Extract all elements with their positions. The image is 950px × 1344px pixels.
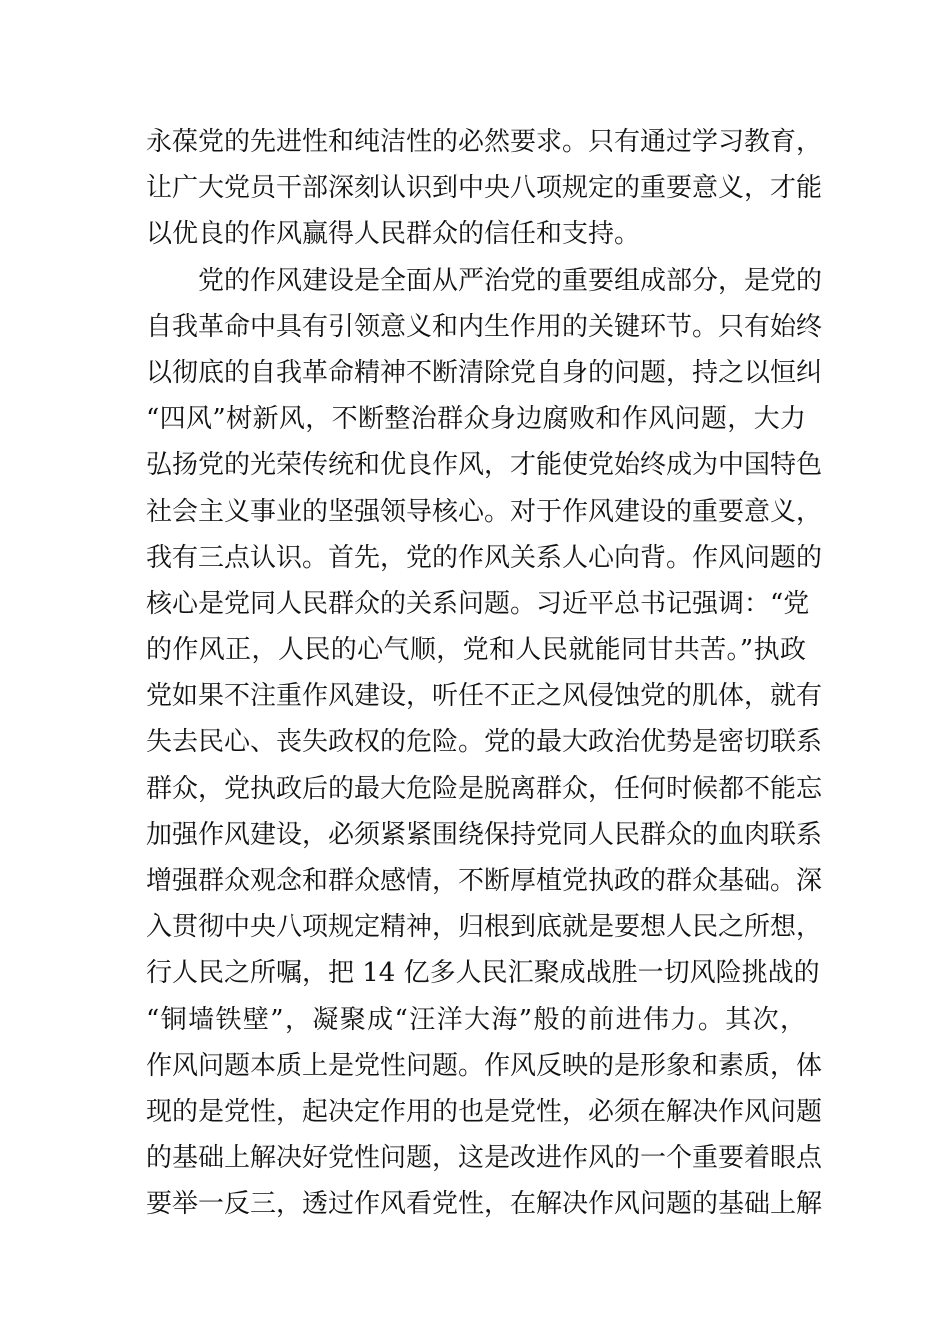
text-line: 加强作风建设，必须紧紧围绕保持党同人民群众的血肉联系 bbox=[146, 819, 823, 850]
text-line: 入贯彻中央八项规定精神，归根到底就是要想人民之所想， bbox=[146, 912, 823, 943]
text-line: 要举一反三，透过作风看党性，在解决作风问题的基础上解 bbox=[146, 1189, 823, 1220]
text-line: 行人民之所嘱，把 14 亿多人民汇聚成战胜一切风险挑战的 bbox=[146, 958, 820, 989]
text-line: 社会主义事业的坚强领导核心。对于作风建设的重要意义， bbox=[146, 496, 823, 527]
text-line: 我有三点认识。首先，党的作风关系人心向背。作风问题的 bbox=[146, 542, 823, 573]
text-line: 的基础上解决好党性问题，这是改进作风的一个重要着眼点 bbox=[146, 1143, 823, 1174]
text-line: 的作风正，人民的心气顺，党和人民就能同甘共苦。”执政 bbox=[146, 635, 806, 666]
text-line: 失去民心、丧失政权的危险。党的最大政治优势是密切联系 bbox=[146, 727, 823, 758]
text-line: 永葆党的先进性和纯洁性的必然要求。只有通过学习教育， bbox=[146, 127, 823, 157]
body-text bbox=[146, 119, 823, 1228]
text-line: 以优良的作风赢得人民群众的信任和支持。 bbox=[146, 219, 641, 250]
text-line: 自我革命中具有引领意义和内生作用的关键环节。只有始终 bbox=[146, 311, 823, 342]
text-line: 让广大党员干部深刻认识到中央八项规定的重要意义，才能 bbox=[146, 173, 823, 204]
text-line: 党的作风建设是全面从严治党的重要组成部分，是党的 bbox=[198, 265, 823, 296]
text-line: 弘扬党的光荣传统和优良作风，才能使党始终成为中国特色 bbox=[146, 450, 823, 481]
text-line: 增强群众观念和群众感情，不断厚植党执政的群众基础。深 bbox=[146, 866, 823, 896]
text-line: 作风问题本质上是党性问题。作风反映的是形象和素质，体 bbox=[146, 1050, 823, 1081]
text-line: 以彻底的自我革命精神不断清除党自身的问题，持之以恒纠 bbox=[146, 357, 823, 388]
text-line: 现的是党性，起决定作用的也是党性，必须在解决作风问题 bbox=[146, 1096, 823, 1127]
text-line: 核心是党同人民群众的关系问题。习近平总书记强调：“党 bbox=[146, 588, 810, 619]
text-line: 党如果不注重作风建设，听任不正之风侵蚀党的肌体，就有 bbox=[146, 681, 823, 712]
text-line: “铜墙铁壁”，凝聚成“汪洋大海”般的前进伟力。其次， bbox=[146, 1004, 806, 1035]
text-line: “四风”树新风，不断整治群众身边腐败和作风问题，大力 bbox=[146, 404, 806, 435]
text-line: 群众，党执政后的最大危险是脱离群众，任何时候都不能忘 bbox=[146, 773, 823, 804]
